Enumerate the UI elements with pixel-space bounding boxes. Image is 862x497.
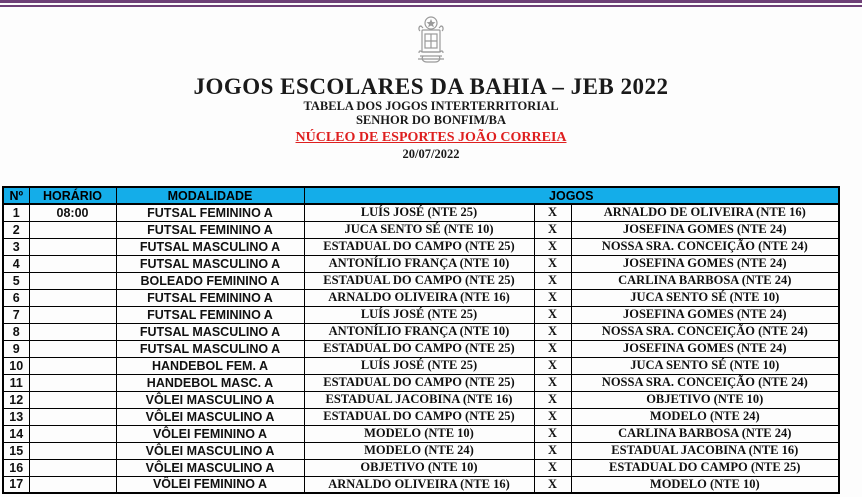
cell-modality: BOLEADO FEMININO A bbox=[116, 272, 304, 289]
cell-home-team: LUÍS JOSÉ (NTE 25) bbox=[304, 357, 534, 374]
cell-home-team: ANTONÍLIO FRANÇA (NTE 10) bbox=[304, 323, 534, 340]
table-row bbox=[3, 357, 839, 374]
table-row bbox=[3, 272, 839, 289]
cell-game-number: 8 bbox=[3, 323, 29, 340]
document-date: 20/07/2022 bbox=[402, 147, 460, 161]
cell-away-team: OBJETIVO (NTE 10) bbox=[571, 391, 839, 408]
cell-away-team: JOSEFINA GOMES (NTE 24) bbox=[571, 306, 839, 323]
cell-away-team: MODELO (NTE 24) bbox=[571, 408, 839, 425]
cell-game-number: 1 bbox=[3, 204, 29, 221]
cell-home-team: ESTADUAL JACOBINA (NTE 16) bbox=[304, 391, 534, 408]
cell-away-team: NOSSA SRA. CONCEIÇÃO (NTE 24) bbox=[571, 323, 839, 340]
cell-game-number: 10 bbox=[3, 357, 29, 374]
cell-versus-marker: X bbox=[534, 306, 571, 323]
cell-time bbox=[29, 238, 116, 255]
cell-game-number: 7 bbox=[3, 306, 29, 323]
cell-away-team: ESTADUAL JACOBINA (NTE 16) bbox=[571, 442, 839, 459]
table-row bbox=[3, 289, 839, 306]
cell-versus-marker: X bbox=[534, 272, 571, 289]
cell-game-number: 2 bbox=[3, 221, 29, 238]
cell-home-team: ESTADUAL DO CAMPO (NTE 25) bbox=[304, 374, 534, 391]
cell-versus-marker: X bbox=[534, 425, 571, 442]
cell-time: 08:00 bbox=[29, 204, 116, 221]
cell-time bbox=[29, 408, 116, 425]
cell-time bbox=[29, 306, 116, 323]
cell-game-number: 13 bbox=[3, 408, 29, 425]
cell-versus-marker: X bbox=[534, 289, 571, 306]
cell-home-team: MODELO (NTE 24) bbox=[304, 442, 534, 459]
cell-home-team: JUCA SENTO SÉ (NTE 10) bbox=[304, 221, 534, 238]
cell-versus-marker: X bbox=[534, 374, 571, 391]
cell-away-team: JUCA SENTO SÉ (NTE 10) bbox=[571, 289, 839, 306]
page-title: JOGOS ESCOLARES DA BAHIA – JEB 2022 bbox=[193, 74, 669, 99]
cell-home-team: ESTADUAL DO CAMPO (NTE 25) bbox=[304, 340, 534, 357]
subtitle-tabela: TABELA DOS JOGOS INTERTERRITORIAL bbox=[303, 99, 559, 113]
cell-game-number: 17 bbox=[3, 476, 29, 493]
cell-home-team: LUÍS JOSÉ (NTE 25) bbox=[304, 306, 534, 323]
cell-versus-marker: X bbox=[534, 323, 571, 340]
cell-modality: VÔLEI FEMININO A bbox=[116, 476, 304, 493]
cell-game-number: 4 bbox=[3, 255, 29, 272]
cell-home-team: LUÍS JOSÉ (NTE 25) bbox=[304, 204, 534, 221]
table-row bbox=[3, 374, 839, 391]
nucleo-highlight: NÚCLEO DE ESPORTES JOÃO CORREIA bbox=[295, 130, 567, 145]
cell-away-team: ARNALDO DE OLIVEIRA (NTE 16) bbox=[571, 204, 839, 221]
cell-game-number: 9 bbox=[3, 340, 29, 357]
cell-versus-marker: X bbox=[534, 255, 571, 272]
cell-home-team: ARNALDO OLIVEIRA (NTE 16) bbox=[304, 289, 534, 306]
cell-time bbox=[29, 357, 116, 374]
cell-game-number: 16 bbox=[3, 459, 29, 476]
cell-versus-marker: X bbox=[534, 221, 571, 238]
document-header bbox=[0, 7, 862, 162]
table-row bbox=[3, 391, 839, 408]
table-row bbox=[3, 204, 839, 221]
col-header-games: JOGOS bbox=[304, 187, 839, 204]
cell-modality: FUTSAL MASCULINO A bbox=[116, 238, 304, 255]
table-row bbox=[3, 238, 839, 255]
cell-home-team: MODELO (NTE 10) bbox=[304, 425, 534, 442]
cell-modality: VÔLEI MASCULINO A bbox=[116, 391, 304, 408]
table-row bbox=[3, 425, 839, 442]
cell-versus-marker: X bbox=[534, 459, 571, 476]
cell-home-team: ESTADUAL DO CAMPO (NTE 25) bbox=[304, 272, 534, 289]
cell-time bbox=[29, 272, 116, 289]
table-row bbox=[3, 323, 839, 340]
cell-time bbox=[29, 391, 116, 408]
cell-away-team: NOSSA SRA. CONCEIÇÃO (NTE 24) bbox=[571, 374, 839, 391]
cell-modality: FUTSAL MASCULINO A bbox=[116, 323, 304, 340]
table-row bbox=[3, 255, 839, 272]
cell-versus-marker: X bbox=[534, 442, 571, 459]
cell-game-number: 6 bbox=[3, 289, 29, 306]
cell-game-number: 5 bbox=[3, 272, 29, 289]
cell-home-team: ESTADUAL DO CAMPO (NTE 25) bbox=[304, 408, 534, 425]
cell-home-team: ANTONÍLIO FRANÇA (NTE 10) bbox=[304, 255, 534, 272]
cell-away-team: JUCA SENTO SÉ (NTE 10) bbox=[571, 357, 839, 374]
cell-away-team: NOSSA SRA. CONCEIÇÃO (NTE 24) bbox=[571, 238, 839, 255]
cell-game-number: 11 bbox=[3, 374, 29, 391]
cell-time bbox=[29, 425, 116, 442]
cell-home-team: ESTADUAL DO CAMPO (NTE 25) bbox=[304, 238, 534, 255]
cell-versus-marker: X bbox=[534, 340, 571, 357]
cell-modality: VÔLEI FEMININO A bbox=[116, 425, 304, 442]
cell-versus-marker: X bbox=[534, 357, 571, 374]
cell-modality: FUTSAL FEMININO A bbox=[116, 204, 304, 221]
bahia-coat-of-arms-icon bbox=[411, 52, 451, 69]
cell-modality: HANDEBOL MASC. A bbox=[116, 374, 304, 391]
col-header-modality: MODALIDADE bbox=[116, 187, 304, 204]
cell-modality: FUTSAL FEMININO A bbox=[116, 221, 304, 238]
cell-time bbox=[29, 221, 116, 238]
cell-versus-marker: X bbox=[534, 408, 571, 425]
cell-versus-marker: X bbox=[534, 391, 571, 408]
cell-home-team: OBJETIVO (NTE 10) bbox=[304, 459, 534, 476]
cell-game-number: 12 bbox=[3, 391, 29, 408]
cell-modality: HANDEBOL FEM. A bbox=[116, 357, 304, 374]
table-row bbox=[3, 408, 839, 425]
cell-time bbox=[29, 476, 116, 493]
cell-versus-marker: X bbox=[534, 476, 571, 493]
cell-away-team: CARLINA BARBOSA (NTE 24) bbox=[571, 425, 839, 442]
cell-game-number: 14 bbox=[3, 425, 29, 442]
crest-container bbox=[0, 15, 862, 65]
cell-away-team: CARLINA BARBOSA (NTE 24) bbox=[571, 272, 839, 289]
table-row bbox=[3, 340, 839, 357]
table-row bbox=[3, 221, 839, 238]
table-row bbox=[3, 476, 839, 493]
cell-modality: VÔLEI MASCULINO A bbox=[116, 442, 304, 459]
col-header-time: HORÁRIO bbox=[29, 187, 116, 204]
cell-away-team: ESTADUAL DO CAMPO (NTE 25) bbox=[571, 459, 839, 476]
table-row bbox=[3, 459, 839, 476]
cell-game-number: 3 bbox=[3, 238, 29, 255]
games-schedule-table bbox=[2, 186, 840, 494]
table-header-row bbox=[3, 187, 839, 204]
cell-game-number: 15 bbox=[3, 442, 29, 459]
cell-modality: VÔLEI MASCULINO A bbox=[116, 459, 304, 476]
cell-time bbox=[29, 374, 116, 391]
cell-modality: FUTSAL MASCULINO A bbox=[116, 255, 304, 272]
cell-modality: FUTSAL FEMININO A bbox=[116, 306, 304, 323]
cell-modality: VÔLEI MASCULINO A bbox=[116, 408, 304, 425]
col-header-num: Nº bbox=[3, 187, 29, 204]
cell-time bbox=[29, 289, 116, 306]
cell-time bbox=[29, 323, 116, 340]
cell-versus-marker: X bbox=[534, 238, 571, 255]
cell-away-team: JOSEFINA GOMES (NTE 24) bbox=[571, 340, 839, 357]
subtitle-cidade: SENHOR DO BONFIM/BA bbox=[355, 113, 506, 127]
table-row bbox=[3, 306, 839, 323]
cell-time bbox=[29, 442, 116, 459]
cell-time bbox=[29, 255, 116, 272]
schedule-body bbox=[3, 204, 839, 493]
cell-away-team: JOSEFINA GOMES (NTE 24) bbox=[571, 255, 839, 272]
table-row bbox=[3, 442, 839, 459]
cell-modality: FUTSAL MASCULINO A bbox=[116, 340, 304, 357]
cell-away-team: MODELO (NTE 10) bbox=[571, 476, 839, 493]
cell-home-team: ARNALDO OLIVEIRA (NTE 16) bbox=[304, 476, 534, 493]
cell-modality: FUTSAL FEMININO A bbox=[116, 289, 304, 306]
cell-away-team: JOSEFINA GOMES (NTE 24) bbox=[571, 221, 839, 238]
cell-time bbox=[29, 340, 116, 357]
cell-time bbox=[29, 459, 116, 476]
cell-versus-marker: X bbox=[534, 204, 571, 221]
